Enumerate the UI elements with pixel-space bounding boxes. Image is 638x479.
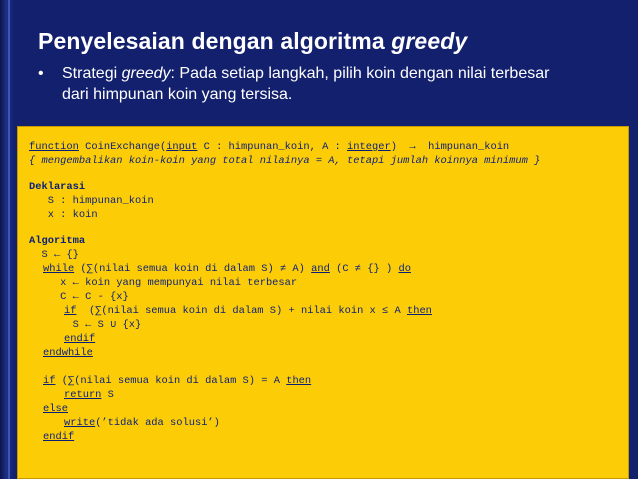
code-line-if-feasible <box>64 305 432 318</box>
slide-title-main: Penyelesaian dengan algoritma <box>38 28 392 54</box>
keyword-return: return <box>64 389 102 401</box>
while-condition-a: (∑(nilai semua koin di dalam S) ≠ A) <box>74 263 312 275</box>
bullet-emphasis: greedy <box>121 65 171 82</box>
code-line-init-s: S ← {} <box>29 249 79 261</box>
code-box <box>17 126 629 479</box>
code-line-deklarasi: Deklarasi <box>29 181 86 193</box>
bullet-line2: dari himpunan koin yang tersisa. <box>62 86 293 103</box>
bullet-text <box>62 63 628 105</box>
code-line-comment: { mengembalikan koin-koin yang total nilainya = A, tetapi jumlah koinnya minimum } <box>29 155 541 167</box>
if-condition: (∑(nilai semua koin di dalam S) + nilai koin x ≤ A <box>76 305 407 317</box>
while-condition-b: (C ≠ {} ) <box>329 263 399 275</box>
code-line-algoritma: Algoritma <box>29 235 86 247</box>
code-line-if-solution <box>43 375 311 388</box>
bullet-line1-rest: : Pada setiap langkah, pilih koin dengan nilai terbesar <box>170 65 550 82</box>
bullet-point <box>38 63 628 105</box>
bullet-symbol: • <box>38 65 44 82</box>
slide-title-emphasis: greedy <box>391 28 468 54</box>
if-solution-condition: (∑(nilai semua koin di dalam S) = A <box>55 375 287 387</box>
code-line-write <box>64 417 220 430</box>
keyword-while: while <box>43 263 75 275</box>
keyword-input: input <box>166 141 198 153</box>
code-line-endif: endif <box>64 333 96 345</box>
code-line-while <box>43 263 411 276</box>
code-line-endwhile: endwhile <box>43 347 93 359</box>
keyword-then-2: then <box>286 375 312 387</box>
signature-part-b: C : himpunan_koin, A : <box>197 141 348 153</box>
keyword-do: do <box>398 263 411 275</box>
code-line-return <box>64 389 114 402</box>
code-line-endif-final: endif <box>43 431 75 443</box>
keyword-if-2: if <box>43 375 56 387</box>
keyword-then: then <box>406 305 432 317</box>
code-line-decl-s: S : himpunan_koin <box>29 195 154 207</box>
code-line-signature <box>29 141 509 154</box>
signature-part-c: ) → himpunan_koin <box>390 141 510 153</box>
signature-part-a: CoinExchange( <box>78 141 167 153</box>
code-line-remove: C ← C - {x} <box>29 291 129 303</box>
return-value: S <box>101 389 114 401</box>
keyword-write: write <box>64 417 96 429</box>
keyword-integer: integer <box>347 141 391 153</box>
code-line-select: x ← koin yang mempunyai nilai terbesar <box>29 277 298 289</box>
keyword-if: if <box>64 305 77 317</box>
code-line-add: S ← S ∪ {x} <box>29 319 142 331</box>
bullet-prefix: Strategi <box>62 65 122 82</box>
write-argument: (’tidak ada solusi’) <box>95 417 220 429</box>
keyword-function: function <box>29 141 79 153</box>
slide-left-edge-highlight <box>8 0 10 479</box>
slide-title <box>38 28 467 55</box>
code-line-else: else <box>43 403 68 415</box>
code-line-decl-x: x : koin <box>29 209 98 221</box>
slide-left-edge <box>0 0 14 479</box>
keyword-and: and <box>311 263 330 275</box>
